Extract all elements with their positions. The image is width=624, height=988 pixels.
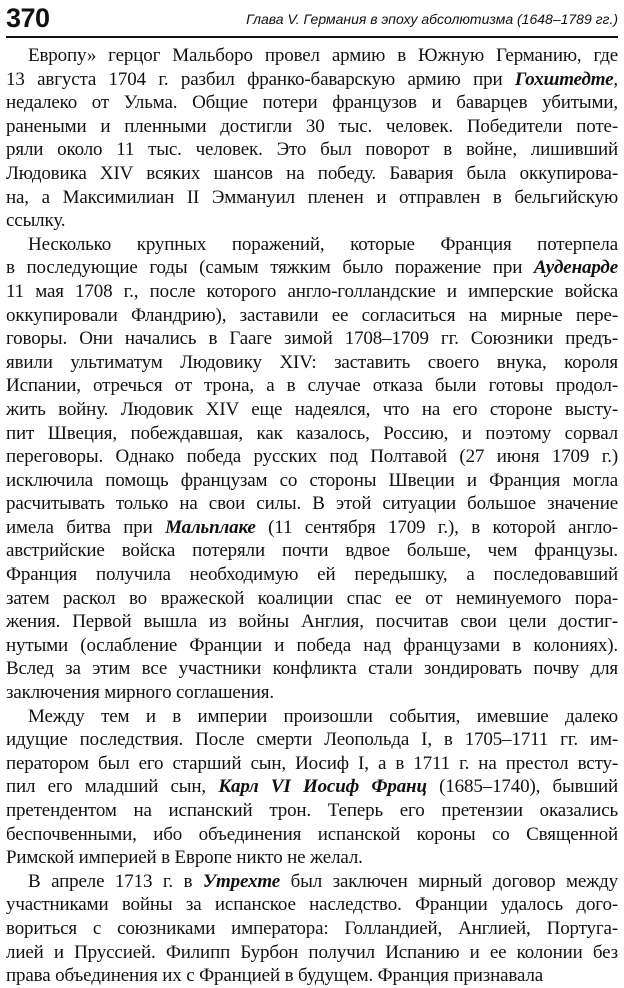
paragraph (6, 44, 618, 233)
text-segment: расчитывать только на свои силы. В этой ситуации большое значение (6, 493, 618, 515)
text-line (6, 823, 618, 847)
text-segment: 13 августа 1704 г. разбил франко-баварскую армию при (6, 68, 515, 90)
text-line (6, 492, 618, 516)
emphasized-place-name: Карл VI Иосиф Франц (218, 776, 427, 798)
text-segment: ряли около 11 тыс. человек. Это был поворот в войне, лишивший (6, 139, 618, 161)
text-line (6, 422, 618, 446)
text-line (6, 91, 618, 115)
text-line (6, 280, 618, 304)
paragraph (6, 705, 618, 870)
text-segment: вориться с союзниками императора: Голландией, Англией, Португа- (6, 917, 618, 939)
text-line (6, 516, 618, 540)
text-segment: Несколько крупных поражений, которые Франция потерпела (28, 233, 618, 255)
text-segment: 11 мая 1708 г., после которого англо-голландские и имперские войска (6, 280, 618, 302)
text-segment: затем раскол во вражеской коалиции спас ее от неминуемого пора- (6, 587, 618, 609)
text-segment: (1685–1740), бывший (426, 776, 619, 798)
text-line (6, 374, 618, 398)
paragraph (6, 870, 618, 988)
emphasized-place-name: Ауденарде (533, 257, 618, 279)
text-segment: ператором был его старший сын, Иосиф I, а в 1711 г. на престол всту- (6, 752, 618, 774)
text-line (6, 610, 618, 634)
text-segment: жения. Первой вышла из войны Англия, посчитав свои цели достиг- (6, 611, 618, 633)
text-line (6, 327, 618, 351)
emphasized-place-name: Утрехте (202, 870, 281, 892)
text-segment: Вслед за этим все участники конфликта стали зондировать почву для (6, 658, 618, 680)
text-segment: участниками войны за испанское наследство. Франции удалось дого- (6, 894, 618, 916)
text-line (6, 539, 618, 563)
text-segment: был заключен мирный договор между (280, 870, 618, 892)
text-line (6, 398, 618, 422)
text-segment: Римской империей в Европе никто не желал. (6, 847, 363, 869)
text-line (6, 941, 618, 965)
text-line (6, 870, 618, 894)
text-segment: нутыми (ослабление Франции и победа над французами в колониях). (6, 634, 618, 656)
text-segment: В апреле 1713 г. в (28, 870, 203, 892)
text-segment: Испании, отречься от трона, а в случае отказа были готовы продол- (6, 375, 618, 397)
text-segment: ссылку. (6, 210, 66, 232)
emphasized-place-name: Гохштедте (514, 68, 614, 90)
running-title: Глава V. Германия в эпоху абсолютизма (1648–1789 гг.) (246, 11, 618, 27)
text-segment: лией и Пруссией. Филипп Бурбон получил Испанию и ее колонии без (6, 941, 618, 963)
text-segment: говоры. Они начались в Гааге зимой 1708–1709 гг. Союзники предъ- (6, 328, 618, 350)
text-segment: переговоры. Однако победа русских под Полтавой (27 июня 1709 г.) (6, 446, 618, 468)
text-segment: беспочвенными, ибо объединения испанской короны со Священной (6, 823, 618, 845)
text-line (6, 44, 618, 68)
text-line (6, 115, 618, 139)
text-segment: претендентом на испанский трон. Теперь его претензии оказались (6, 800, 618, 821)
text-line (6, 256, 618, 280)
text-segment: на, а Максимилиан II Эммануил пленен и отправлен в бельгийскую (6, 186, 618, 208)
text-line (6, 304, 618, 328)
text-line (6, 233, 618, 257)
text-line (6, 728, 618, 752)
text-line (6, 917, 618, 941)
text-segment: идущие последствия. После смерти Леопольда I, в 1705–1711 гг. им- (6, 729, 618, 751)
text-line (6, 186, 618, 210)
text-line (6, 162, 618, 186)
text-line (6, 469, 618, 493)
text-segment: , (613, 68, 618, 90)
text-segment: явили ультиматум Людовику XIV: заставить своего внука, короля (6, 351, 618, 373)
text-segment: пит Швеция, побеждавшая, как казалось, Россию, и поэтому сорвал (6, 422, 618, 444)
text-segment: в последующие годы (самым тяжким было поражение при (6, 257, 534, 279)
emphasized-place-name: Мальплаке (165, 516, 256, 538)
text-segment: Франция получила необходимую ей передышку, а последовавший (6, 564, 618, 586)
text-segment: оккупировали Фландрию), заставили ее согласиться на мирные пере- (6, 304, 618, 326)
text-line (6, 68, 618, 92)
text-line (6, 445, 618, 469)
body-text (6, 44, 618, 988)
text-line (6, 893, 618, 917)
text-line (6, 138, 618, 162)
page-header (6, 2, 618, 38)
text-line (6, 799, 618, 823)
text-segment: имела битва при (6, 516, 166, 538)
text-segment: пил его младший сын, (6, 776, 219, 798)
text-segment: жить войну. Людовик XIV еще надеялся, что на его стороне высту- (6, 398, 618, 420)
text-line (6, 752, 618, 776)
text-segment: права объединения их с Францией в будущем. Франция признавала (6, 965, 544, 987)
text-segment: заключения мирного соглашения. (6, 682, 274, 704)
paragraph (6, 233, 618, 705)
text-segment: недалеко от Ульма. Общие потери французов и баварцев убитыми, (6, 92, 618, 114)
text-line (6, 587, 618, 611)
text-line (6, 681, 618, 705)
text-segment: (11 сентября 1709 г.), в которой англо- (255, 516, 618, 538)
text-line (6, 209, 618, 233)
text-line (6, 634, 618, 658)
text-line (6, 657, 618, 681)
text-segment: Между тем и в империи произошли события, имевшие далеко (28, 705, 618, 727)
text-line (6, 775, 618, 799)
text-segment: ранеными и пленными достигли 30 тыс. человек. Победители поте- (6, 115, 618, 137)
text-line (6, 846, 618, 870)
text-line (6, 563, 618, 587)
text-segment: исключила помощь французам со стороны Швеции и Франция могла (6, 469, 618, 491)
text-segment: Европу» герцог Мальборо провел армию в Южную Германию, где (28, 45, 618, 66)
text-segment: австрийские войска потеряли почти вдвое больше, чем французы. (6, 540, 618, 562)
text-line (6, 351, 618, 375)
text-segment: Людовика XIV всяких шансов на победу. Бавария была оккупирова- (6, 162, 618, 184)
page-number: 370 (6, 3, 50, 33)
text-line (6, 705, 618, 729)
